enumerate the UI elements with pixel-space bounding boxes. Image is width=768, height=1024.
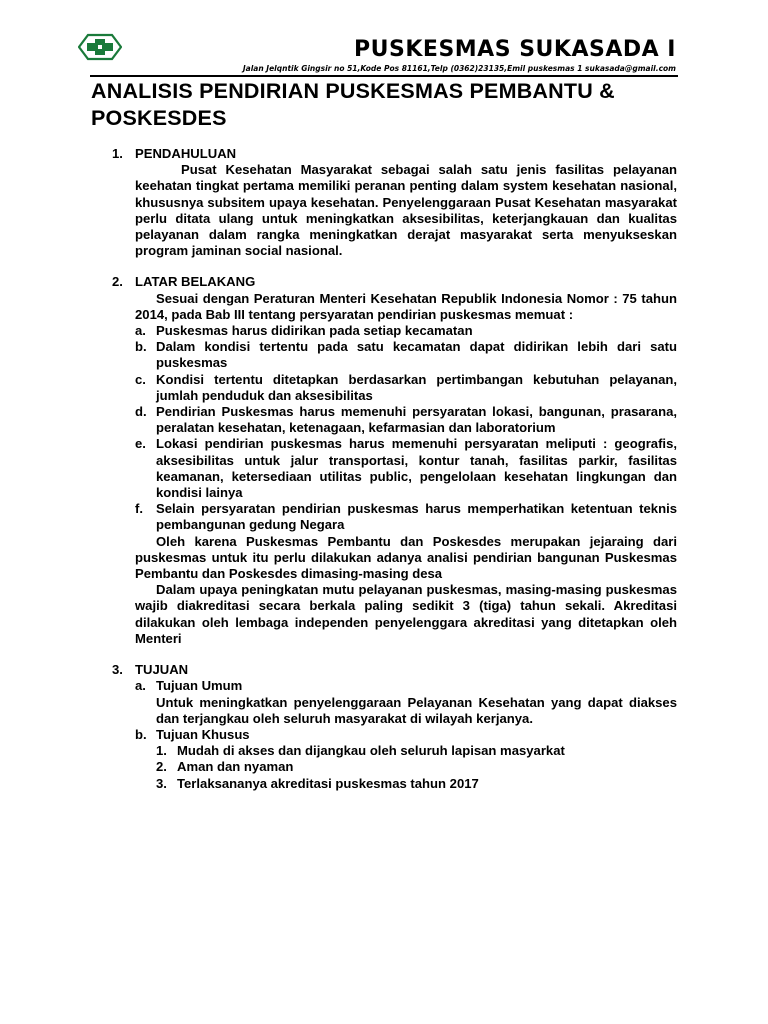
org-name: PUSKESMAS SUKASADA I — [354, 37, 676, 62]
paragraph: Untuk meningkatkan penyelenggaraan Pelayanan Kesehatan yang dapat diakses dan terjangkau oleh seluruh masyarakat di wilayah kerjanya. — [156, 694, 677, 726]
list-item: f. Selain persyaratan pendirian puskesmas harus memperhatikan ketentuan teknis pembangunan gedung Negara — [135, 501, 677, 533]
section-number: 1. — [112, 146, 123, 161]
section-tujuan — [91, 662, 677, 792]
list-item: 2. Aman dan nyaman — [156, 759, 294, 775]
document-title: ANALISIS PENDIRIAN PUSKESMAS PEMBANTU & POSKESDES — [91, 79, 615, 130]
section-heading: TUJUAN — [135, 662, 189, 678]
list-item: a. Puskesmas harus didirikan pada setiap kecamatan — [135, 323, 473, 339]
paragraph: Oleh karena Puskesmas Pembantu dan Poskesdes merupakan jejaraing dari puskesmas untuk itu perlu dilakukan adanya analisi pendirian bangunan Puskesmas Pembantu dan Poskesdes dimasing-masing desa — [135, 533, 677, 582]
section-heading: PENDAHULUAN — [135, 146, 237, 161]
subsection-heading: b. Tujuan Khusus — [135, 726, 250, 742]
paragraph: Dalam upaya peningkatan mutu pelayanan puskesmas, masing-masing puskesmas wajib diakreditasi secara berkala paling sedikit 3 (tiga) tahun sekali. Akreditasi dilakukan oleh lembaga independen penyelenggara akreditasi yang ditetapkan oleh Menteri — [135, 582, 677, 646]
section-number: 2. — [112, 274, 123, 290]
header-rule — [90, 75, 678, 77]
list-item: 3. Terlaksananya akreditasi puskesmas tahun 2017 — [156, 775, 479, 791]
document-body — [91, 146, 677, 792]
list-item: c. Kondisi tertentu ditetapkan berdasarkan pertimbangan kebutuhan pelayanan, jumlah penduduk dan aksesibilitas — [135, 371, 677, 403]
list-item: e. Lokasi pendirian puskesmas harus memenuhi persyaratan meliputi : geografis, aksesibilitas untuk jalur transportasi, kontur tanah, fasilitas parkir, fasilitas keamanan, ketersediaan utilitas public, pengelolaan kesehatan lingkungan dan kondisi lainya — [135, 436, 677, 501]
section-pendahuluan — [91, 146, 677, 259]
section-number: 3. — [112, 662, 123, 678]
subsection-heading: a. Tujuan Umum — [135, 678, 243, 694]
paragraph: Sesuai dengan Peraturan Menteri Kesehatan Republik Indonesia Nomor : 75 tahun 2014, pada Bab III tentang persyaratan pendirian puskesmas memuat : — [135, 290, 677, 322]
org-address: Jalan Jelqntik Gingsir no 51,Kode Pos 81161,Telp (0362)23135,Emil puskesmas 1 sukasada@gmail.com — [242, 64, 676, 73]
list-item: d. Pendirian Puskesmas harus memenuhi persyaratan lokasi, bangunan, prasarana, peralatan kesehatan, ketenagaan, kefarmasian dan laboratorium — [135, 404, 677, 436]
section-latar-belakang — [91, 274, 677, 647]
list-item: b. Dalam kondisi tertentu pada satu kecamatan dapat didirikan lebih dari satu puskesmas — [135, 339, 677, 371]
section-heading: LATAR BELAKANG — [135, 274, 256, 290]
puskesmas-logo-icon — [78, 33, 122, 61]
paragraph: Pusat Kesehatan Masyarakat sebagai salah satu jenis fasilitas pelayanan keehatan tingkat pertama memiliki peranan penting dalam system kesehatan nasional, khususnya subsitem upaya kesehatan. Penyelenggaraan Pusat Kesehatan masyarakat perlu ditata ulang untuk meningkatkan aksesibilitas, keterjangkauan dan kualitas pelayanan dalam rangka meningkatkan derajat masyarakat serta menyukseskan program jaminan social nasional. — [135, 162, 677, 259]
list-item: 1. Mudah di akses dan dijangkau oleh seluruh lapisan masyarkat — [156, 743, 565, 759]
